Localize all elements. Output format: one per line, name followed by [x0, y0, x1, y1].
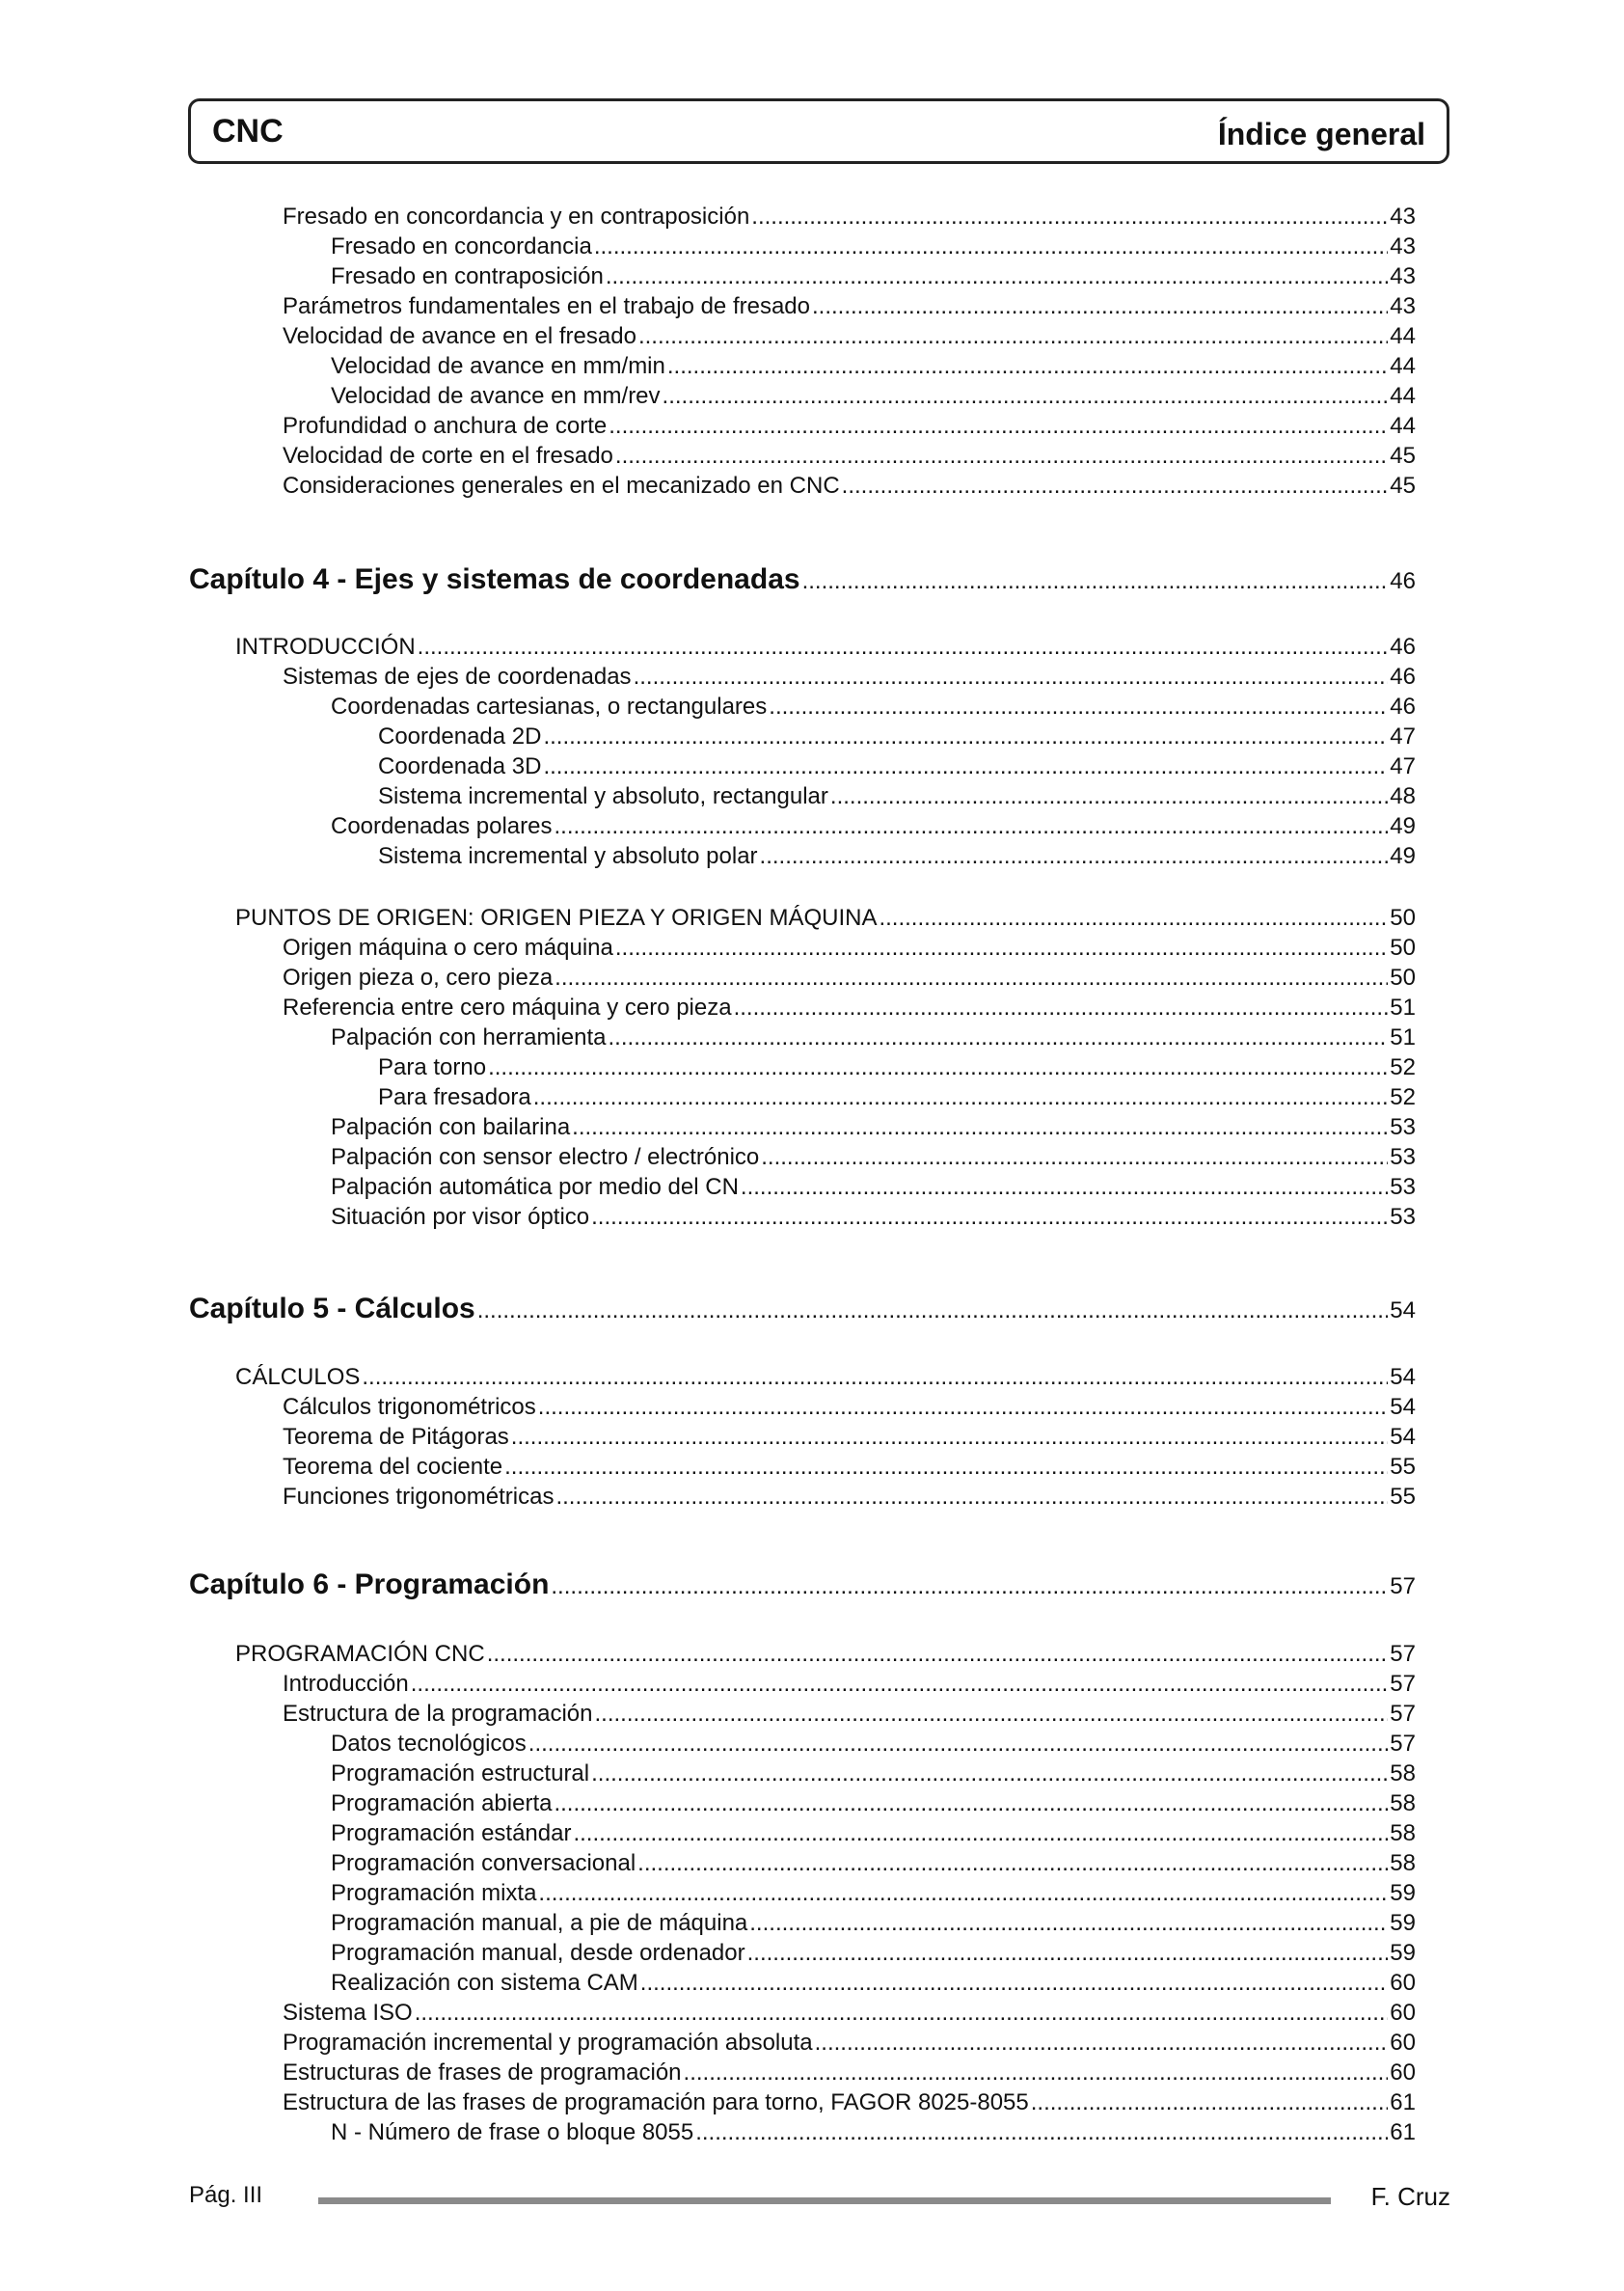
toc-entry[interactable]: [378, 1053, 1416, 1082]
toc-entry-title: Capítulo 4 - Ejes y sistemas de coordenadas: [189, 563, 800, 595]
toc-entry-page: 57: [1390, 1731, 1416, 1757]
toc-entry[interactable]: [283, 2059, 1416, 2087]
toc-leader-dots: [761, 1143, 1388, 1172]
toc-entry[interactable]: [331, 352, 1416, 381]
toc-entry[interactable]: [283, 964, 1416, 993]
toc-entry-title: Para torno: [378, 1054, 487, 1080]
toc-entry[interactable]: [283, 203, 1416, 232]
toc-entry-page: 58: [1390, 1820, 1416, 1846]
toc-entry-title: Estructura de las frases de programación para torno, FAGOR 8025-8055: [283, 2089, 1029, 2115]
toc-entry-title: Para fresadora: [378, 1084, 531, 1110]
toc-entry-page: 58: [1390, 1760, 1416, 1786]
toc-leader-dots: [555, 964, 1388, 993]
toc-entry-title: Programación abierta: [331, 1790, 553, 1816]
toc-leader-dots: [684, 2059, 1389, 2087]
toc-entry-title: Sistemas de ejes de coordenadas: [283, 664, 632, 690]
toc-entry[interactable]: [283, 442, 1416, 471]
toc-leader-dots: [543, 752, 1388, 781]
toc-entry-page: 53: [1390, 1204, 1416, 1230]
toc-leader-dots: [638, 322, 1388, 351]
toc-entry-title: N - Número de frase o bloque 8055: [331, 2119, 694, 2145]
toc-leader-dots: [573, 1819, 1388, 1848]
toc-entry[interactable]: [283, 292, 1416, 321]
toc-entry[interactable]: [331, 232, 1416, 261]
toc-entry[interactable]: [378, 752, 1416, 781]
toc-entry-title: Coordenada 3D: [378, 753, 542, 779]
toc-entry[interactable]: [331, 1789, 1416, 1818]
toc-entry[interactable]: [235, 633, 1416, 662]
toc-entry-page: 60: [1390, 1970, 1416, 1996]
toc-entry-page: 43: [1390, 233, 1416, 259]
toc-entry-page: 53: [1390, 1114, 1416, 1140]
toc-leader-dots: [595, 1700, 1389, 1729]
toc-entry-page: 52: [1390, 1054, 1416, 1080]
toc-chapter-entry[interactable]: [189, 1291, 1416, 1329]
toc-entry-title: Introducción: [283, 1671, 409, 1697]
toc-entry[interactable]: [378, 842, 1416, 871]
footer-rule: [318, 2197, 1331, 2204]
toc-leader-dots: [879, 904, 1388, 933]
toc-entry-page: 46: [1390, 634, 1416, 660]
toc-leader-dots: [640, 1969, 1389, 1998]
toc-entry[interactable]: [283, 322, 1416, 351]
toc-entry-page: 57: [1390, 1641, 1416, 1667]
toc-entry-page: 50: [1390, 935, 1416, 961]
toc-entry-page: 54: [1390, 1364, 1416, 1390]
toc-entry-title: Programación mixta: [331, 1880, 537, 1906]
toc-entry[interactable]: [235, 1363, 1416, 1392]
toc-leader-dots: [543, 723, 1388, 751]
toc-entry-title: Velocidad de avance en mm/min: [331, 353, 665, 379]
toc-entry-page: 47: [1390, 753, 1416, 779]
toc-leader-dots: [591, 1759, 1388, 1788]
toc-entry[interactable]: [331, 262, 1416, 291]
toc-leader-dots: [411, 1670, 1389, 1699]
toc-entry-title: INTRODUCCIÓN: [235, 634, 416, 660]
toc-entry-title: Origen máquina o cero máquina: [283, 935, 613, 961]
toc-entry[interactable]: [283, 1393, 1416, 1422]
toc-entry-page: 60: [1390, 2059, 1416, 2086]
toc-entry-page: 44: [1390, 323, 1416, 349]
toc-leader-dots: [572, 1113, 1388, 1142]
toc-leader-dots: [609, 412, 1388, 441]
toc-entry-title: Sistema incremental y absoluto, rectangular: [378, 783, 828, 809]
toc-entry-title: Capítulo 5 - Cálculos: [189, 1293, 475, 1324]
toc-entry-title: Datos tecnológicos: [331, 1731, 527, 1757]
toc-entry-title: Sistema incremental y absoluto polar: [378, 843, 758, 869]
toc-entry-page: 60: [1390, 2000, 1416, 2026]
toc-leader-dots: [634, 663, 1389, 692]
toc-entry-page: 51: [1390, 995, 1416, 1021]
toc-entry[interactable]: [283, 1483, 1416, 1512]
toc-entry[interactable]: [331, 693, 1416, 722]
toc-entry[interactable]: [331, 1143, 1416, 1172]
toc-entry-title: Palpación con bailarina: [331, 1114, 571, 1140]
toc-leader-dots: [815, 2029, 1389, 2058]
toc-leader-dots: [418, 633, 1389, 662]
toc-entry-page: 44: [1390, 383, 1416, 409]
toc-leader-dots: [663, 382, 1389, 411]
toc-entry-page: 57: [1390, 1701, 1416, 1727]
toc-entry-title: Coordenadas polares: [331, 813, 553, 839]
toc-entry-title: Profundidad o anchura de corte: [283, 413, 608, 439]
toc-chapter-entry[interactable]: [189, 1567, 1416, 1605]
toc-leader-dots: [760, 842, 1389, 871]
toc-entry-page: 58: [1390, 1850, 1416, 1876]
toc-leader-dots: [741, 1173, 1388, 1202]
toc-entry-title: Estructuras de frases de programación: [283, 2059, 682, 2086]
toc-leader-dots: [533, 1083, 1389, 1112]
toc-entry-title: Estructura de la programación: [283, 1701, 593, 1727]
toc-entry[interactable]: [378, 782, 1416, 811]
toc-entry[interactable]: [378, 1083, 1416, 1112]
toc-entry[interactable]: [283, 1700, 1416, 1729]
toc-entry[interactable]: [331, 1939, 1416, 1968]
toc-entry-page: 59: [1390, 1880, 1416, 1906]
toc-entry-title: Palpación con herramienta: [331, 1024, 607, 1050]
toc-entry[interactable]: [283, 1423, 1416, 1452]
toc-entry-page: 53: [1390, 1144, 1416, 1170]
toc-entry[interactable]: [283, 1453, 1416, 1482]
toc-entry-title: Velocidad de corte en el fresado: [283, 443, 613, 469]
toc-leader-dots: [1031, 2088, 1389, 2117]
toc-entry-title: Programación conversacional: [331, 1850, 636, 1876]
toc-entry-page: 47: [1390, 723, 1416, 750]
toc-entry[interactable]: [283, 934, 1416, 963]
toc-entry[interactable]: [378, 723, 1416, 751]
toc-entry[interactable]: [283, 1999, 1416, 2028]
toc-entry-title: Fresado en contraposición: [331, 263, 604, 289]
toc-entry[interactable]: [331, 1173, 1416, 1202]
toc-leader-dots: [637, 1849, 1388, 1878]
toc-entry[interactable]: [283, 412, 1416, 441]
toc-leader-dots: [609, 1023, 1389, 1052]
toc-entry[interactable]: [331, 1203, 1416, 1232]
toc-entry-page: 58: [1390, 1790, 1416, 1816]
toc-entry-title: Programación estructural: [331, 1760, 590, 1786]
header-title: CNC: [212, 113, 284, 150]
toc-entry-page: 49: [1390, 813, 1416, 839]
toc-entry-page: 49: [1390, 843, 1416, 869]
toc-entry-page: 54: [1390, 1394, 1416, 1420]
toc-leader-dots: [528, 1730, 1389, 1759]
toc-entry-title: Palpación automática por medio del CN: [331, 1174, 739, 1200]
toc-leader-dots: [538, 1393, 1389, 1422]
toc-entry-title: CÁLCULOS: [235, 1364, 361, 1390]
toc-entry-page: 59: [1390, 1910, 1416, 1936]
page-header: [188, 98, 1449, 164]
toc-entry-page: 61: [1390, 2089, 1416, 2115]
author: F. Cruz: [1370, 2182, 1450, 2211]
page-number: Pág. III: [189, 2182, 263, 2208]
toc-entry[interactable]: [235, 1640, 1416, 1669]
toc-entry-title: Programación manual, desde ordenador: [331, 1940, 745, 1966]
toc-entry-title: Programación manual, a pie de máquina: [331, 1910, 748, 1936]
toc-entry-page: 60: [1390, 2030, 1416, 2056]
toc-entry-page: 57: [1390, 1671, 1416, 1697]
toc-leader-dots: [362, 1363, 1388, 1392]
toc-leader-dots: [695, 2118, 1388, 2147]
toc-leader-dots: [415, 1999, 1389, 2028]
toc-entry[interactable]: [283, 472, 1416, 501]
toc-entry[interactable]: [331, 1909, 1416, 1938]
toc-entry[interactable]: [283, 2088, 1416, 2117]
toc-entry-title: Teorema del cociente: [283, 1454, 503, 1480]
toc-entry-title: Sistema ISO: [283, 2000, 413, 2026]
toc-entry-title: Programación estándar: [331, 1820, 572, 1846]
toc-leader-dots: [594, 232, 1388, 261]
toc-entry-title: Velocidad de avance en el fresado: [283, 323, 636, 349]
toc-leader-dots: [667, 352, 1388, 381]
toc-entry-page: 50: [1390, 965, 1416, 991]
header-section: Índice general: [1217, 117, 1425, 151]
toc-entry[interactable]: [331, 1849, 1416, 1878]
toc-entry-page: 46: [1390, 568, 1416, 594]
toc-entry-title: Origen pieza o, cero pieza: [283, 965, 554, 991]
toc-entry-page: 55: [1390, 1454, 1416, 1480]
toc-entry[interactable]: [331, 1023, 1416, 1052]
toc-leader-dots: [606, 262, 1388, 291]
toc-entry-page: 52: [1390, 1084, 1416, 1110]
toc-leader-dots: [477, 1291, 1389, 1329]
toc-entry-title: Coordenada 2D: [378, 723, 542, 750]
toc-leader-dots: [747, 1939, 1389, 1968]
toc-leader-dots: [812, 292, 1388, 321]
toc-entry[interactable]: [331, 1969, 1416, 1998]
toc-entry-page: 57: [1390, 1573, 1416, 1599]
toc-entry-page: 43: [1390, 204, 1416, 230]
toc-entry-title: Parámetros fundamentales en el trabajo de fresado: [283, 293, 810, 319]
toc-entry-title: Programación incremental y programación absoluta: [283, 2030, 813, 2056]
toc-entry[interactable]: [331, 812, 1416, 841]
toc-entry-title: Palpación con sensor electro / electrónico: [331, 1144, 760, 1170]
toc-entry[interactable]: [331, 1730, 1416, 1759]
toc-entry-page: 51: [1390, 1024, 1416, 1050]
toc-entry-page: 54: [1390, 1424, 1416, 1450]
toc-leader-dots: [591, 1203, 1388, 1232]
toc-leader-dots: [751, 203, 1388, 232]
toc-entry-title: Consideraciones generales en el mecanizado en CNC: [283, 473, 840, 499]
toc-leader-dots: [554, 1789, 1388, 1818]
toc-entry-title: Situación por visor óptico: [331, 1204, 590, 1230]
toc-entry-title: Fresado en concordancia: [331, 233, 592, 259]
toc-entry-title: Teorema de Pitágoras: [283, 1424, 509, 1450]
toc-entry-page: 45: [1390, 473, 1416, 499]
toc-entry-page: 44: [1390, 413, 1416, 439]
toc-entry-page: 44: [1390, 353, 1416, 379]
toc-entry[interactable]: [283, 2029, 1416, 2058]
toc-entry-page: 46: [1390, 664, 1416, 690]
toc-leader-dots: [749, 1909, 1388, 1938]
toc-entry-page: 55: [1390, 1484, 1416, 1510]
toc-entry-title: Capítulo 6 - Programación: [189, 1568, 550, 1600]
toc-entry-title: Fresado en concordancia y en contraposición: [283, 204, 750, 230]
toc-entry[interactable]: [283, 994, 1416, 1023]
toc-entry[interactable]: [235, 904, 1416, 933]
toc-leader-dots: [734, 994, 1389, 1023]
toc-entry-title: Coordenadas cartesianas, o rectangulares: [331, 694, 768, 720]
toc-entry-page: 43: [1390, 263, 1416, 289]
toc-entry-page: 50: [1390, 905, 1416, 931]
toc-entry-title: Funciones trigonométricas: [283, 1484, 555, 1510]
toc-leader-dots: [555, 812, 1389, 841]
toc-entry-page: 43: [1390, 293, 1416, 319]
toc-entry-title: Referencia entre cero máquina y cero pieza: [283, 995, 732, 1021]
toc-entry[interactable]: [331, 1113, 1416, 1142]
toc-entry-page: 59: [1390, 1940, 1416, 1966]
toc-leader-dots: [615, 442, 1388, 471]
toc-entry-title: PUNTOS DE ORIGEN: ORIGEN PIEZA Y ORIGEN MÁQUINA: [235, 905, 878, 931]
toc-entry-title: Realización con sistema CAM: [331, 1970, 638, 1996]
toc-entry-page: 46: [1390, 694, 1416, 720]
toc-entry[interactable]: [331, 2118, 1416, 2147]
toc-leader-dots: [538, 1879, 1388, 1908]
toc-leader-dots: [615, 934, 1388, 963]
toc-leader-dots: [830, 782, 1388, 811]
toc-leader-dots: [487, 1640, 1389, 1669]
toc-entry-title: Cálculos trigonométricos: [283, 1394, 536, 1420]
toc-chapter-entry[interactable]: [189, 561, 1416, 600]
toc-entry-page: 45: [1390, 443, 1416, 469]
toc-leader-dots: [511, 1423, 1389, 1452]
toc-entry-page: 53: [1390, 1174, 1416, 1200]
toc-entry[interactable]: [331, 1819, 1416, 1848]
toc-entry[interactable]: [331, 1879, 1416, 1908]
toc-leader-dots: [551, 1567, 1388, 1605]
toc-leader-dots: [504, 1453, 1388, 1482]
toc-entry-page: 48: [1390, 783, 1416, 809]
page-footer: [189, 2182, 1450, 2217]
toc-entry-title: Velocidad de avance en mm/rev: [331, 383, 661, 409]
toc-leader-dots: [488, 1053, 1388, 1082]
toc-leader-dots: [555, 1483, 1388, 1512]
toc-entry-title: PROGRAMACIÓN CNC: [235, 1641, 485, 1667]
toc-entry-page: 54: [1390, 1297, 1416, 1323]
toc-entry-page: 61: [1390, 2119, 1416, 2145]
toc-leader-dots: [842, 472, 1389, 501]
toc-entry[interactable]: [283, 1670, 1416, 1699]
toc-entry[interactable]: [331, 1759, 1416, 1788]
toc-entry[interactable]: [283, 663, 1416, 692]
toc-leader-dots: [769, 693, 1388, 722]
toc-entry[interactable]: [331, 382, 1416, 411]
toc-leader-dots: [802, 561, 1389, 600]
